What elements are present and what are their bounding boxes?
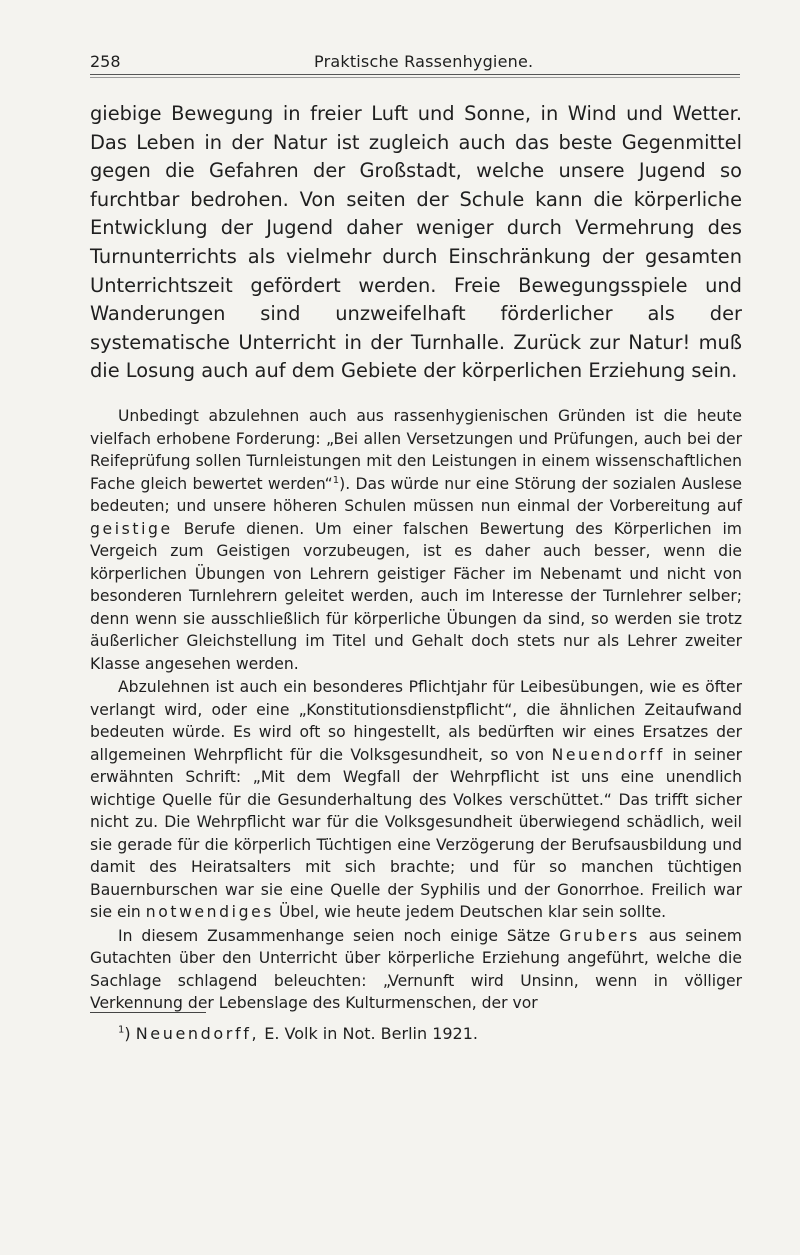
small-text-block bbox=[90, 405, 742, 1015]
spaced-emphasis: Neuendorff bbox=[551, 745, 666, 764]
running-header bbox=[90, 52, 740, 82]
footnote-ref: 1 bbox=[332, 474, 340, 486]
running-title: Praktische Rassenhygiene. bbox=[314, 52, 534, 71]
main-text bbox=[90, 100, 742, 386]
text-run: Berufe dienen. Um einer falschen Bewertung des Körperlichen im Vergeich zum Geistigen vorzubeugen, ist es daher auch besser, wenn die körperlichen Übungen von Lehrern geistiger Fächer im Nebenamt und nicht von besonderen Turnlehrern geleitet werden, auch im Interesse der Turnlehrer selber; denn wenn sie ausschließlich für körperliche Übungen da sind, so werden sie trotz äußerlicher Gleichstellung im Titel und Gehalt doch stets nur als Lehrer zweiter Klasse angesehen werden. bbox=[90, 519, 742, 673]
spaced-emphasis: Grubers bbox=[559, 926, 640, 945]
spaced-emphasis: notwendiges bbox=[145, 903, 274, 921]
footnote-marker: 1 bbox=[118, 1024, 125, 1036]
page-number: 258 bbox=[90, 52, 121, 71]
footnote-close-paren: ) bbox=[124, 1024, 131, 1043]
spaced-emphasis: geistige bbox=[90, 519, 173, 538]
text-run: Unbedingt abzulehnen auch aus rassenhygienischen Gründen ist die heute vielfach erhobene Forderung: „Bei allen Versetzungen und Prüfungen, auch bei der Reifeprüfung sollen Turnleistungen mit den Leistungen in einem wissenschaftlichen Fache gleich bewertet werden“ bbox=[90, 407, 742, 493]
footnote-author: Neuendorff, bbox=[135, 1024, 260, 1043]
text-run: ). Das würde nur eine Störung der sozialen Auslese bedeuten; und unsere höheren Schulen müssen nun einmal der Vorbereitung auf bbox=[90, 474, 742, 515]
text-run: Abzulehnen ist auch ein besonderes Pflichtjahr für Leibesübungen, wie es öfter verlangt wird, oder eine „Konstitutionsdienstpflicht“, die ähnlichen Zeitaufwand bedeuten würde. Es wird oft so hingestellt, als bedürften wir eines Ersatzes der allgemeinen Wehrpflicht für die Volksgesundheit, so von bbox=[90, 678, 742, 764]
text-run: in seiner erwähnten Schrift: „Mit dem Wegfall der Wehrpflicht ist uns eine unendlich wichtige Quelle für die Gesunderhaltung des Volkes verschüttet.“ Das trifft sicher nicht zu. Die Wehrpflicht war für die Volksgesundheit überwiegend schädlich, weil sie gerade für die körperlich Tüchtigen eine Verzögerung der Berufsausbildung und damit des Heiratsalters mit sich brachte; und für so manchen tüchtigen Bauernburschen war sie eine Quelle der Syphilis und der Gonorrhoe. Freilich war sie ein bbox=[90, 745, 742, 921]
footnote bbox=[118, 1023, 738, 1045]
text-run: Übel, wie heute jedem Deutschen klar sein sollte. bbox=[274, 903, 667, 921]
header-rule-secondary bbox=[90, 77, 740, 78]
text-run: In diesem Zusammenhange seien noch einige Sätze bbox=[118, 926, 560, 945]
header-rule bbox=[90, 74, 740, 75]
footnote-text: E. Volk in Not. Berlin 1921. bbox=[259, 1024, 478, 1043]
footnote-rule bbox=[90, 1012, 206, 1013]
small-paragraph-2 bbox=[90, 676, 742, 924]
small-paragraph-3 bbox=[90, 925, 742, 1015]
small-paragraph-1 bbox=[90, 405, 742, 675]
text-run: aus seinem Gutachten über den Unterricht über körperliche Erziehung angeführt, welche die Sachlage schlagend beleuchten: „Vernunft wird Unsinn, wenn in völliger Verkennung der Lebenslage des Kulturmenschen, der vor bbox=[90, 926, 742, 1012]
main-paragraph: giebige Bewegung in freier Luft und Sonne, in Wind und Wetter. Das Leben in der Natur ist zugleich auch das beste Gegenmittel gegen die Gefahren der Großstadt, welche unsere Jugend so furchtbar bedrohen. Von seiten der Schule kann die körperliche Entwicklung der Jugend daher weniger durch Vermehrung des Turnunterrichts als vielmehr durch Einschränkung der gesamten Unterrichtszeit gefördert werden. Freie Bewegungsspiele und Wanderungen sind unzweifelhaft förderlicher als der systematische Unterricht in der Turnhalle. Zurück zur Natur! muß die Losung auch auf dem Gebiete der körperlichen Erziehung sein. bbox=[90, 102, 742, 383]
